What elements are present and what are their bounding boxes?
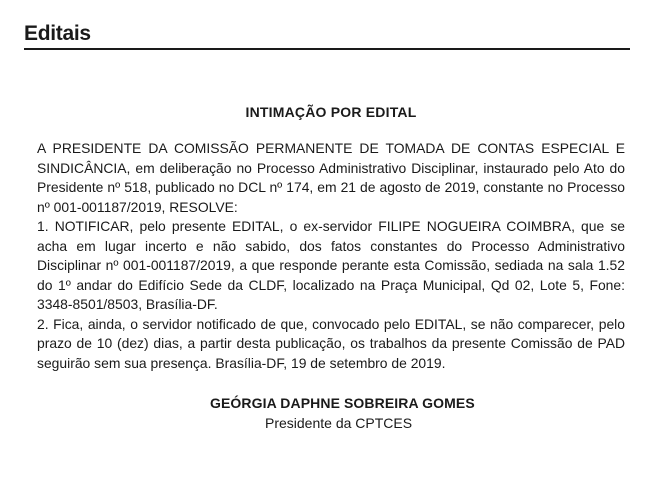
- notice: [37, 102, 625, 431]
- section-header: [24, 22, 630, 50]
- signature-role: Presidente da CPTCES: [265, 415, 413, 431]
- notice-item-1: 1. NOTIFICAR, pelo presente EDITAL, o ex-servidor FILIPE NOGUEIRA COIMBRA, que se acha em lugar incerto e não sabido, dos fatos constantes do Processo Administrativo Disciplinar nº 001-001187/2019, a que responde perante esta Comissão, sediada na sala 1.52 do 1º andar do Edifício Sede da CLDF, localizado na Praça Municipal, Qd 02, Lote 5, Fone: 3348-8501/8503, Brasília-DF.: [37, 218, 625, 312]
- section-title: Editais: [24, 22, 95, 46]
- notice-intro-paragraph: A PRESIDENTE DA COMISSÃO PERMANENTE DE TOMADA DE CONTAS ESPECIAL E SINDICÂNCIA, em deliberação no Processo Administrativo Disciplinar, instaurado pelo Ato do Presidente nº 518, publicado no DCL nº 174, em 21 de agosto de 2019, constante no Processo nº 001-001187/2019, RESOLVE:: [37, 140, 625, 215]
- signature-name: GEÓRGIA DAPHNE SOBREIRA GOMES: [210, 395, 475, 411]
- notice-item-2: 2. Fica, ainda, o servidor notificado de que, convocado pelo EDITAL, se não comparecer, pelo prazo de 10 (dez) dias, a partir desta publicação, os trabalhos da presente Comissão de PAD seguirão sem sua presença. Brasília-DF, 19 de setembro de 2019.: [37, 315, 625, 371]
- notice-title: INTIMAÇÃO POR EDITAL: [245, 104, 417, 120]
